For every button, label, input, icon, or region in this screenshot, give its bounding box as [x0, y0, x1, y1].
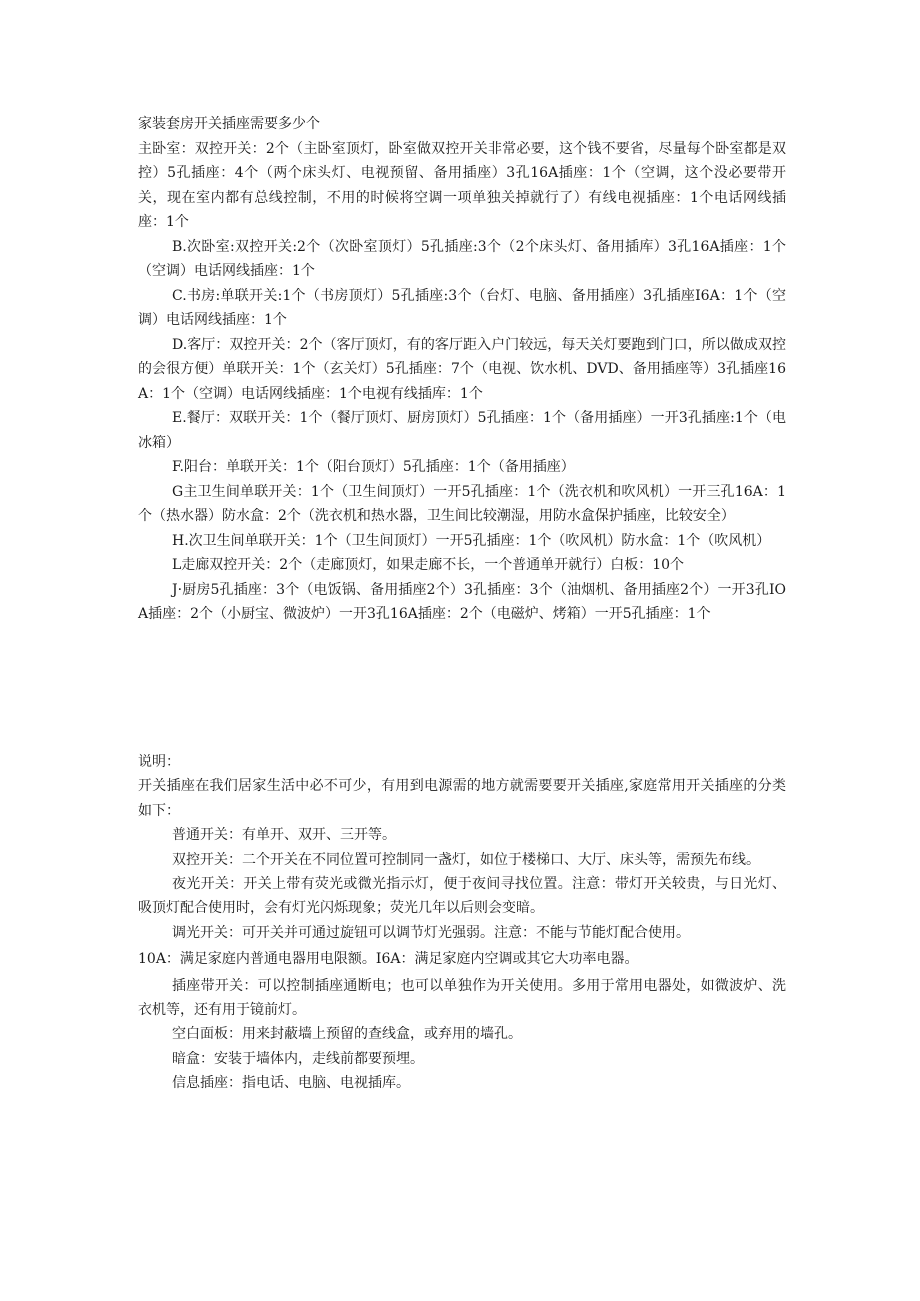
section-master-bathroom: G主卫生间单联开关：1个（卫生间顶灯）一开5孔插座：1个（洗衣机和吹风机）一开三孔16A：1个（热水器）防水盒：2个（洗衣机和热水器，卫生间比较潮湿，用防水盒保护插座，比较安全） [138, 483, 786, 524]
section-study: C.书房:单联开关:1个（书房顶灯）5孔插座:3个（台灯、电脑、备用插座）3孔插座I6A：1个（空调）电话网线插座：1个 [138, 287, 786, 328]
section-second-bedroom: B.次卧室:双控开关:2个（次卧室顶灯）5孔插座:3个（2个床头灯、备用插库）3孔16A插座：1个（空调）电话网线插座：1个 [138, 238, 786, 279]
note-item-dual-control: 双控开关：二个开关在不同位置可控制同一盏灯，如位于楼梯口、大厅、床头等，需预先布线。 [172, 851, 760, 868]
room-list [138, 112, 786, 627]
note-item-blank-panel: 空白面板：用来封蔽墙上预留的查线盒，或弃用的墙孔。 [172, 1026, 522, 1043]
note-item-night-light: 夜光开关：开关上带有荧光或微光指示灯，便于夜间寻找位置。注意：带灯开关较贵，与日光灯、吸顶灯配合使用时，会有灯光闪烁现象；荧光几年以后则会变暗。 [138, 876, 786, 917]
note-item-socket-switch: 插座带开关：可以控制插座通断电；也可以单独作为开关使用。多用于常用电器处，如微波炉、洗衣机等，还有用于镜前灯。 [138, 977, 786, 1019]
section-living-room: D.客厅：双控开关：2个（客厅顶灯，有的客厅距入户门较远，每天关灯要跑到门口，所以做成双控的会很方便）单联开关：1个（玄关灯）5孔插座：7个（电视、饮水机、DVD、备用插座等）3孔插座16A：1个（空调）电话网线插座：1个电视有线插库：1个 [138, 336, 786, 402]
note-item-dimmer: 调光开关：可开关并可通过旋钮可以调节灯光强弱。注意：不能与节能灯配合使用。 [172, 924, 690, 941]
section-kitchen: J·厨房5孔插座：3个（电饭锅、备用插座2个）3孔插座：3个（油烟机、备用插座2个）一开3孔IOA插座：2个（小厨宝、微波炉）一开3孔16A插座：2个（电磁炉、烤箱）一开5孔插座：1个 [138, 581, 786, 622]
notes-intro: 开关插座在我们居家生活中必不可少，有用到电源需的地方就需要要开关插座,家庭常用开关插座的分类如下： [138, 778, 786, 819]
section-master-bedroom: 主卧室：双控开关：2个（主卧室顶灯，卧室做双控开关非常必要，这个钱不要省，尽量每个卧室都是双控）5孔插座：4个（两个床头灯、电视预留、备用插座）3孔16A插座：1个（空调，这个没必要带开关，现在室内都有总线控制，不用的时候将空调一项单独关掉就行了）有线电视插座：1个电话网线插座：1个 [138, 140, 786, 230]
note-amp-ratings: 10A：满足家庭内普通电器用电限额。I6A：满足家庭内空调或其它大功率电器。 [138, 951, 639, 968]
notes-section [138, 750, 786, 1096]
section-hallway: L走廊双控开关：2个（走廊顶灯，如果走廊不长，一个普通单开就行）白板：10个 [172, 557, 685, 573]
section-second-bathroom: H.次卫生间单联开关：1个（卫生间顶灯）一开5孔插座：1个（吹风机）防水盒：1个（吹风机） [172, 532, 771, 549]
section-dining-room: E.餐厅：双联开关：1个（餐厅顶灯、厨房顶灯）5孔插座：1个（备用插座）一开3孔插座:1个（电冰箱） [138, 410, 786, 451]
notes-heading: 说明： [138, 754, 180, 770]
note-item-info-socket: 信息插座：指电话、电脑、电视插库。 [172, 1075, 410, 1092]
note-item-junction-box: 暗盒：安装于墙体内，走线前都要预埋。 [172, 1050, 424, 1067]
note-item-normal-switch: 普通开关：有单开、双开、三开等。 [172, 827, 396, 844]
document-title: 家装套房开关插座需要多少个 [138, 116, 320, 132]
section-balcony: F.阳台：单联开关：1个（阳台顶灯）5孔插座：1个（备用插座） [172, 459, 575, 475]
